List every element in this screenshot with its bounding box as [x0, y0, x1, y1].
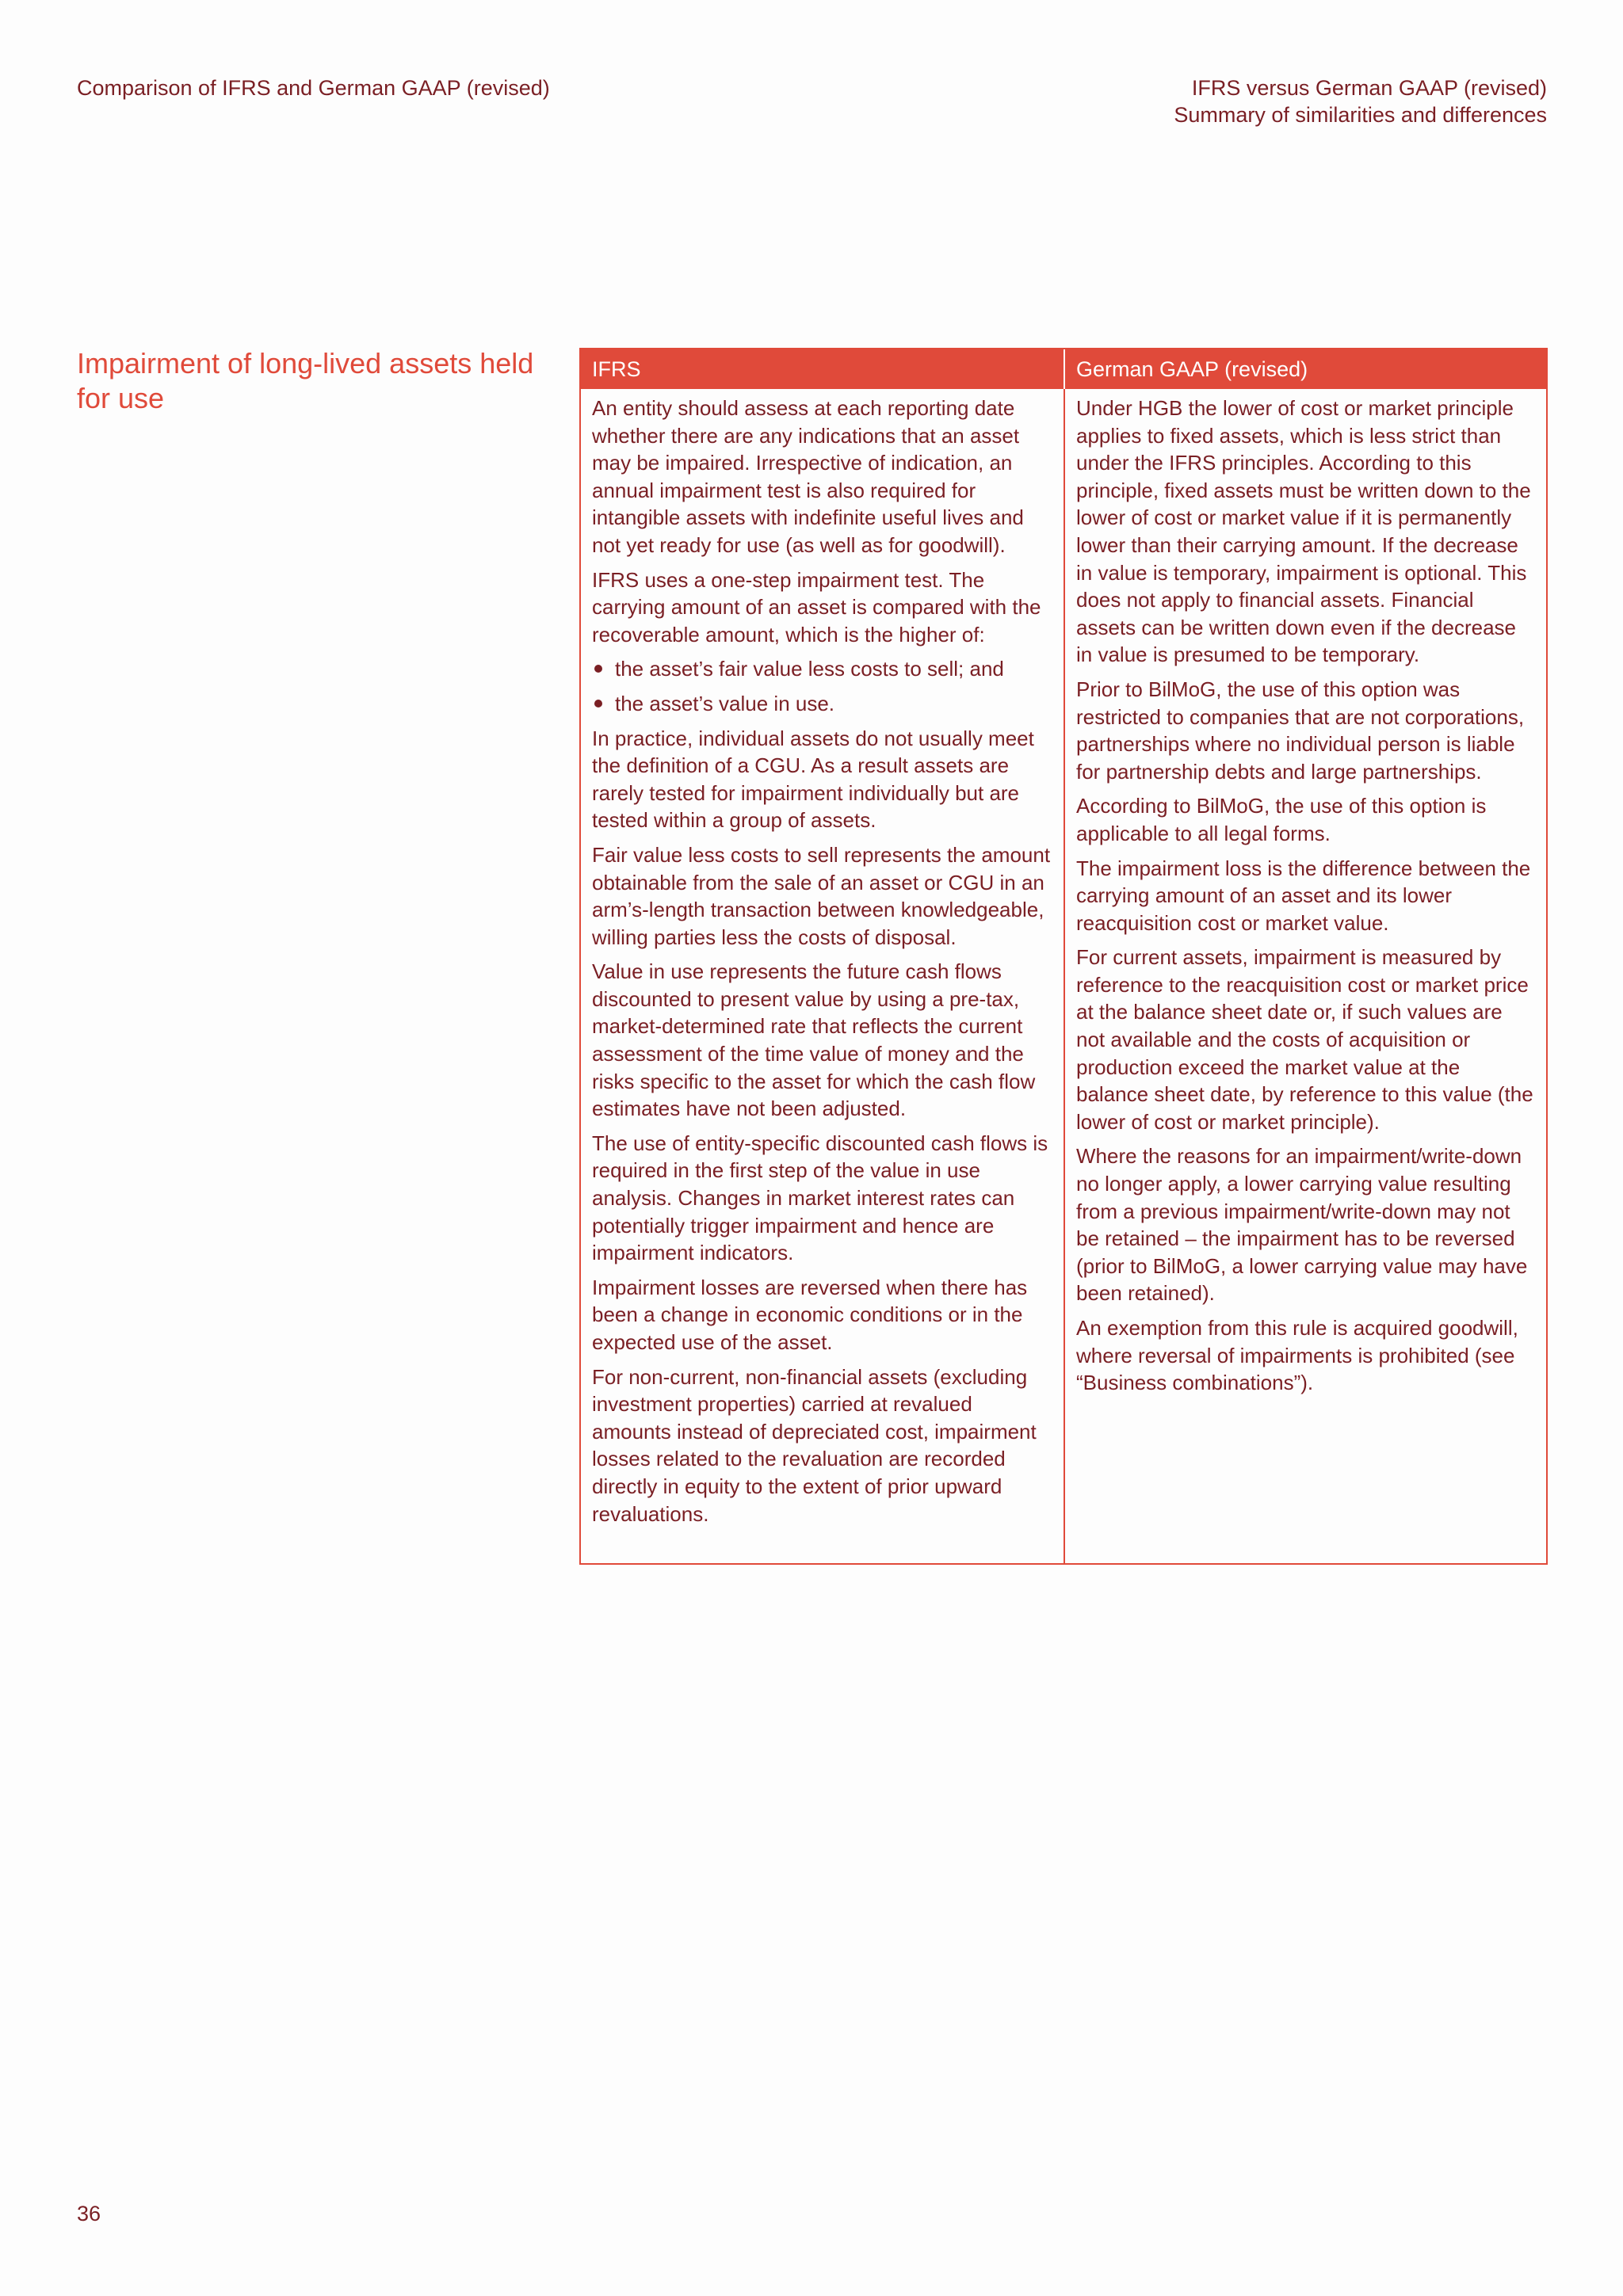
ifrs-paragraph: Fair value less costs to sell represents the amount obtainable from the sale of an asset or CGU in an arm’s-length transaction between knowledgeable, willing parties less the costs of disposal.	[592, 842, 1051, 949]
section-title: Impairment of long-lived assets held for use	[77, 347, 534, 414]
hgb-column-header: German GAAP (revised)	[1064, 349, 1548, 389]
bullet-item	[592, 655, 1052, 683]
hgb-paragraph: The impairment loss is the difference between the carrying amount of an asset and its lower reacquisition cost or market value.	[1076, 856, 1531, 935]
bullet-icon	[594, 700, 602, 707]
bullet-text: the asset’s fair value less costs to sell; and	[615, 657, 1004, 681]
ifrs-paragraph: The use of entity-specific discounted cash flows is required in the first step of the value in use analysis. Changes in market interest rates can potentially trigger impairment and hence are impairment indicators.	[592, 1131, 1048, 1265]
hgb-paragraph: According to BilMoG, the use of this option is applicable to all legal forms.	[1076, 794, 1487, 845]
ifrs-paragraph: Impairment losses are reversed when there has been a change in economic conditions or in the expected use of the asset.	[592, 1275, 1028, 1354]
ifrs-bullet-list	[592, 655, 1052, 717]
ifrs-paragraph: For non-current, non-financial assets (excluding investment properties) carried at revalued amounts instead of depreciated cost, impairment losses related to the revaluation are recorded directly in equity to the extent of prior upward revaluations.	[592, 1364, 1037, 1526]
header-right	[1174, 74, 1547, 128]
hgb-paragraph: For current assets, impairment is measured by reference to the reacquisition cost or market price at the balance sheet date or, if such values are not available and the costs of acquisition or production exceed the market value at the balance sheet date, by reference to this value (the lower of cost or market principle).	[1076, 945, 1533, 1134]
comparison-table	[579, 348, 1548, 1565]
document-title: Comparison of IFRS and German GAAP (revised)	[77, 76, 550, 100]
page-number: 36	[77, 2202, 101, 2225]
ifrs-column-header: IFRS	[581, 349, 1064, 389]
ifrs-paragraph: IFRS uses a one-step impairment test. The carrying amount of an asset is compared with the recoverable amount, which is the higher of:	[592, 567, 1041, 646]
header-right-line1: IFRS versus German GAAP (revised)	[1191, 76, 1547, 100]
hgb-paragraph: An exemption from this rule is acquired goodwill, where reversal of impairments is prohibited (see “Business combinations”).	[1076, 1316, 1518, 1395]
ifrs-paragraph: An entity should assess at each reporting date whether there are any indications that an asset may be impaired. Irrespective of indication, an annual impairment test is also required for intangible assets with indefinite useful lives and not yet ready for use (as well as for goodwill).	[592, 396, 1024, 557]
ifrs-cell	[581, 389, 1064, 1563]
hgb-paragraph: Under HGB the lower of cost or market principle applies to fixed assets, which is less strict than under the IFRS principles. According to this principle, fixed assets must be written down to the lower of cost or market value if it is permanently lower than their carrying amount. If the decrease in value is temporary, impairment is optional. This does not apply to financial assets. Financial assets can be written down even if the decrease in value is presumed to be temporary.	[1076, 396, 1531, 667]
bullet-text: the asset’s value in use.	[615, 691, 835, 715]
header-right-line2: Summary of similarities and differences	[1174, 103, 1547, 127]
hgb-paragraph: Prior to BilMoG, the use of this option was restricted to companies that are not corporations, partnerships where no individual person is liable for partnership debts and large partnerships.	[1076, 677, 1525, 784]
ifrs-paragraph: Value in use represents the future cash flows discounted to present value by using a pre-tax, market-determined rate that reflects the current assessment of the time value of money and the risks specific to the asset for which the cash flow estimates have not been adjusted.	[592, 959, 1036, 1121]
hgb-cell	[1064, 389, 1548, 1563]
ifrs-paragraph: In practice, individual assets do not usually meet the definition of a CGU. As a result assets are rarely tested for impairment individually but are tested within a group of assets.	[592, 726, 1034, 833]
bullet-icon	[594, 665, 602, 673]
hgb-paragraph: Where the reasons for an impairment/write-down no longer apply, a lower carrying value resulting from a previous impairment/write-down may not be retained – the impairment has to be reversed (prior to BilMoG, a lower carrying value may have been retained).	[1076, 1144, 1528, 1306]
bullet-item	[592, 690, 1052, 718]
